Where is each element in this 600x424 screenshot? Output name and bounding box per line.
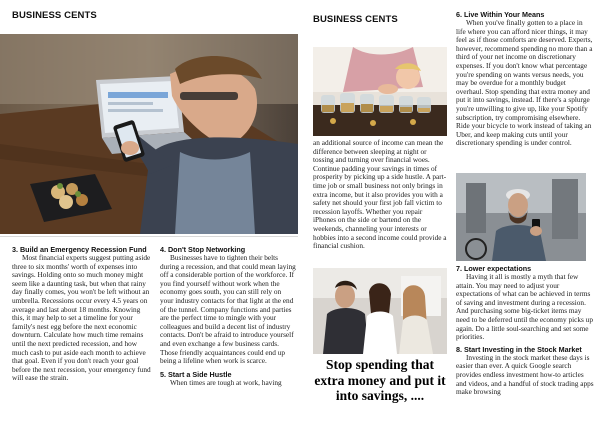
photo-man-with-phone-and-laptop — [0, 34, 298, 234]
section-4-5-column — [160, 245, 296, 387]
left-page-divider — [0, 236, 298, 237]
right-page-header: BUSINESS CENTS — [313, 14, 398, 25]
section-5-heading: 5. Start a Side Hustle — [160, 369, 232, 379]
section-7-heading: 7. Lower expectations — [456, 264, 532, 273]
section-5-body-continued: an additional source of income can mean the difference between sleeping at night or tossing and turning over financial woes. Continue padding your savings in times of prosperity by picking up a side hustle. A part-time job or small business not only brings in extra income, but it also provides you with a safety net should your first job fall victim to recession layoffs. Whether you repair iPhones on the side or bartend on the weekends, channeling your interests or hobbies into a second income could provide a financial cushion. — [313, 138, 447, 251]
left-page-header: BUSINESS CENTS — [12, 10, 97, 21]
section-6-column — [456, 10, 594, 148]
section-8-heading: 8. Start Investing in the Stock Market — [456, 344, 582, 354]
photo-parent-child-jars — [313, 47, 447, 136]
section-5-continued — [313, 139, 447, 251]
section-4-heading: 4. Don't Stop Networking — [160, 245, 246, 254]
section-5-body-start: When times are tough at work, having — [170, 377, 282, 387]
section-3-heading: 3. Build an Emergency Recession Fund — [12, 245, 147, 254]
photo-coworkers-meeting — [313, 268, 447, 354]
section-7-body: Having it all is mostly a myth that few attain. You may need to adjust your expectations of what can be achieved in terms of saving and investment during a recession. And purchasing some big-ticket items may need to be deferred until the economy picks up again. Do a little soul-searching and set some priorities. — [456, 272, 593, 342]
section-7-8-column — [456, 264, 594, 397]
section-3-body: Most financial experts suggest putting aside three to six months' worth of expenses into savings. Holding onto so much money might seem like a daunting task, but when that rainy day finally comes, you won't be left without an umbrella. Recessions occur every 4.5 years on average and last about 18 months. Knowing this, it may help to set a timeline for your family's nest egg before the next economic downturn. Calculate how much time remains until the next predicted recession, and how much cash to put aside each month to achieve that goal. Even if you don't reach your goal before the next recession, your emergency fund will ease the strain. — [12, 253, 151, 383]
section-4-body: Businesses have to tighten their belts during a recession, and that could mean laying off a considerable portion of the workforce. If you find yourself without work when the economy goes south, you can still rely on your industry contacts for that light at the end of the tunnel. Company functions and parties are the perfect time to mingle with your colleagues and build a decent list of industry contacts. Don't be afraid to introduce yourself and even exchange a few business cards. Those friendly acquaintances could end up being a lifeline when work is scarce. — [160, 253, 296, 366]
pull-quote: Stop spending that extra money and put it into savings, .... — [314, 357, 446, 403]
photo-cyclist-with-phone — [456, 173, 586, 261]
section-8-body: Investing in the stock market these days is easier than ever. A quick Google search provides endless investment how-to articles and videos, and a handful of stock trading apps make browsing — [456, 352, 594, 397]
section-6-heading: 6. Live Within Your Means — [456, 10, 545, 19]
section-3-column — [12, 245, 152, 383]
section-6-body: When you've finally gotten to a place in life where you can afford nicer things, it may feel as if those comforts are deserved. Experts, however, recommend spending no more than a third of your net income on discretionary expenses. If you don't know what percentage you're spending on wants versus needs, you may be overdue for a monthly budget overhaul. Stop spending that extra money and put it into savings, instead. If there's a splurge you're unwilling to give up, like your Spotify subscription, try compromising elsewhere. Ride your bicycle to work instead of taking an Uber, and keep making cuts until your discretionary spending is under control. — [456, 18, 593, 148]
